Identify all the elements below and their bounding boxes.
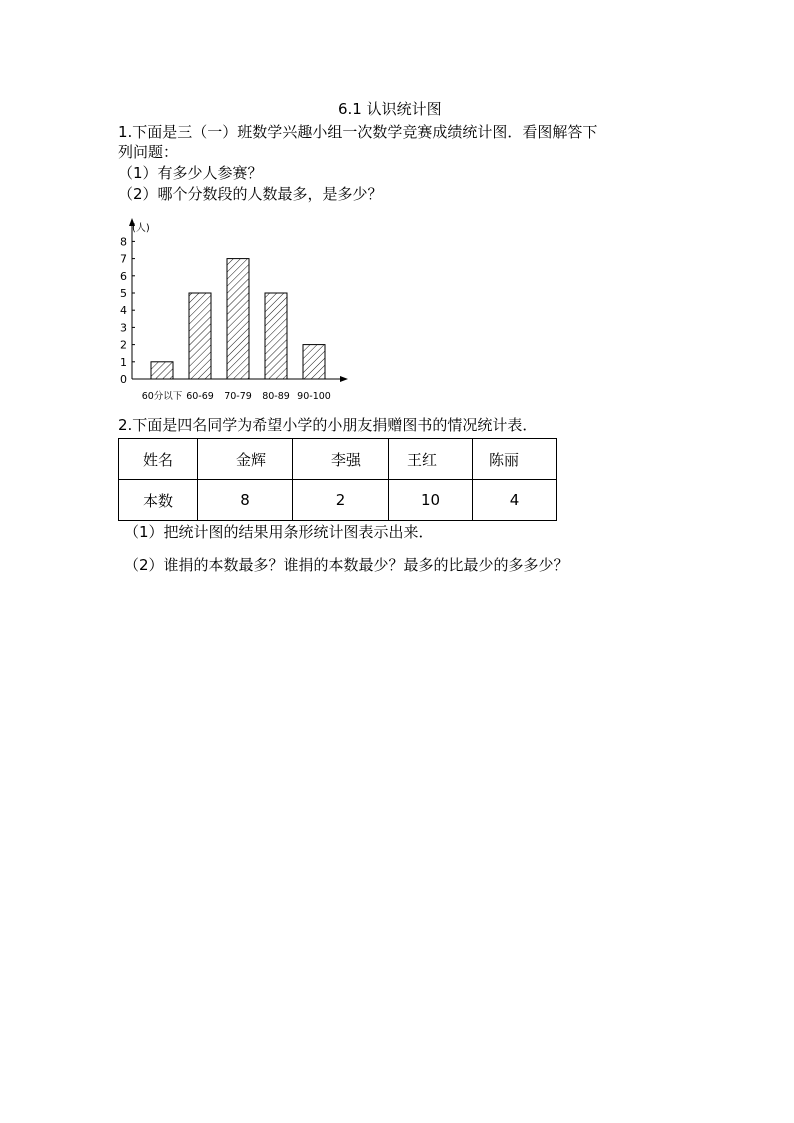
x-tick-label: 60-69 [186,391,214,402]
y-tick-label: 5 [120,287,127,300]
x-tick-label: 80-89 [262,391,290,402]
x-tick-label: 70-79 [224,391,252,402]
bar [189,293,211,379]
name-cell: 陈丽 [473,439,557,480]
question-2-sub-2: （2）谁捐的本数最多？谁捐的本数最少？最多的比最少的多多少？ [124,556,569,574]
row-label-name: 姓名 [119,439,198,480]
y-tick-label: 4 [120,304,127,318]
bar [227,259,249,379]
question-1-line-1: 1.下面是三（一）班数学兴趣小组一次数学竞赛成绩统计图．看图解答下 [118,123,598,141]
x-tick-label: 60分以下 [141,391,183,402]
question-1-sub-2: （2）哪个分数段的人数最多，是多少？ [118,185,383,203]
question-1-line-2: 列问题： [118,143,179,161]
table-row [119,439,557,480]
page-title: 6.1 认识统计图 [338,100,442,118]
bar [151,362,173,379]
question-1-sub-1: （1）有多少人参赛？ [118,164,263,182]
y-tick-label: 8 [120,235,127,249]
name-cell: 李强 [293,439,389,480]
y-tick-label: 0 [120,373,127,386]
y-tick-label: 3 [120,321,127,335]
y-tick-label: 1 [120,355,127,369]
donation-table [118,438,557,521]
question-2-sub-1: （1）把统计图的结果用条形统计图表示出来． [124,523,434,541]
name-cell: 王红 [389,439,473,480]
x-tick-label: 90-100 [297,391,331,402]
name-cell: 金辉 [198,439,293,480]
table-row [119,480,557,521]
x-axis-arrow [340,376,348,382]
y-axis-label: (人) [132,223,150,234]
bar [265,293,287,379]
row-label-count: 本数 [119,480,198,521]
question-2-intro: 2.下面是四名同学为希望小学的小朋友捐赠图书的情况统计表． [118,416,538,434]
count-cell: 8 [198,480,293,521]
count-cell: 4 [473,480,557,521]
count-cell: 2 [293,480,389,521]
bar [303,345,325,379]
count-cell: 10 [389,480,473,521]
score-bar-chart [110,212,360,404]
y-tick-label: 7 [120,252,127,266]
y-tick-label: 2 [120,338,127,352]
y-tick-label: 6 [120,269,127,283]
